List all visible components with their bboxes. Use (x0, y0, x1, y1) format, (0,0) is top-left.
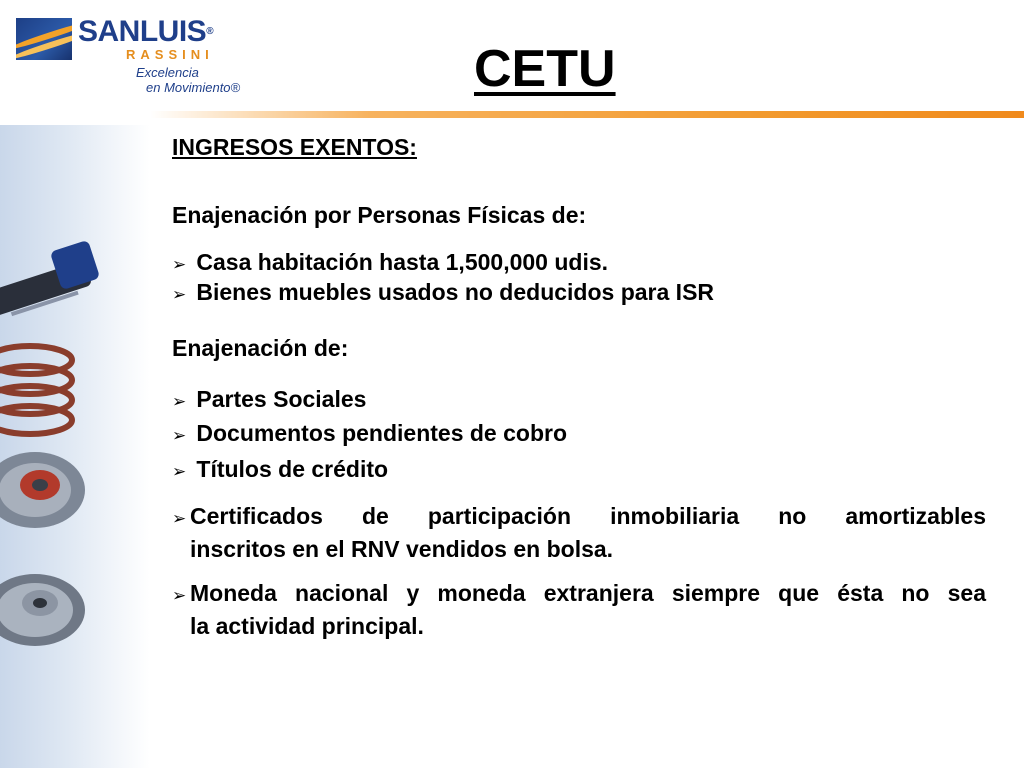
brake-rotor-icon (0, 574, 85, 646)
list-item (172, 418, 567, 451)
logo-mark-icon (16, 18, 72, 60)
logo-tagline-line1: Excelencia (136, 65, 199, 80)
logo-tagline-line2: en Movimiento® (146, 80, 241, 95)
list-item-continuation: inscritos en el RNV vendidos en bolsa. (190, 536, 614, 562)
arrow-bullet-icon: ➢ (172, 426, 187, 445)
section-heading: INGRESOS EXENTOS: (172, 134, 417, 160)
list-item (172, 578, 986, 641)
list-item-text: Casa habitación hasta 1,500,000 udis. (196, 249, 609, 275)
list-item (172, 247, 608, 280)
arrow-bullet-icon: ➢ (172, 392, 187, 411)
list-item-text: Certificados de participación inmobiliaria no amortizables (190, 503, 986, 529)
side-decoration (0, 125, 150, 768)
shock-absorber-icon (0, 240, 100, 319)
group-2-heading: Enajenación de: (172, 335, 349, 361)
arrow-bullet-icon: ➢ (172, 509, 187, 528)
auto-parts-illustration (0, 125, 150, 768)
company-logo (14, 10, 264, 105)
list-item-text: Títulos de crédito (196, 456, 389, 482)
list-item-text: Documentos pendientes de cobro (196, 420, 567, 446)
coil-spring-icon (0, 346, 72, 434)
logo-name: SANLUIS® (78, 15, 214, 48)
list-item-text: Partes Sociales (196, 386, 367, 412)
arrow-bullet-icon: ➢ (172, 586, 187, 605)
group-1-heading: Enajenación por Personas Físicas de: (172, 202, 587, 228)
list-item (172, 384, 366, 417)
list-item (172, 277, 714, 310)
slide-title: CETU (474, 40, 616, 98)
arrow-bullet-icon: ➢ (172, 255, 187, 274)
brake-disc-icon (0, 452, 85, 528)
list-item-text: Moneda nacional y moneda extranjera siempre que ésta no sea (190, 580, 986, 606)
list-item (172, 501, 986, 564)
title-divider (150, 111, 1024, 118)
list-item (172, 454, 388, 487)
arrow-bullet-icon: ➢ (172, 285, 187, 304)
list-item-continuation: la actividad principal. (190, 613, 424, 639)
list-item-text: Bienes muebles usados no deducidos para ISR (196, 279, 715, 305)
arrow-bullet-icon: ➢ (172, 462, 187, 481)
logo-subname: RASSINI (126, 47, 214, 62)
